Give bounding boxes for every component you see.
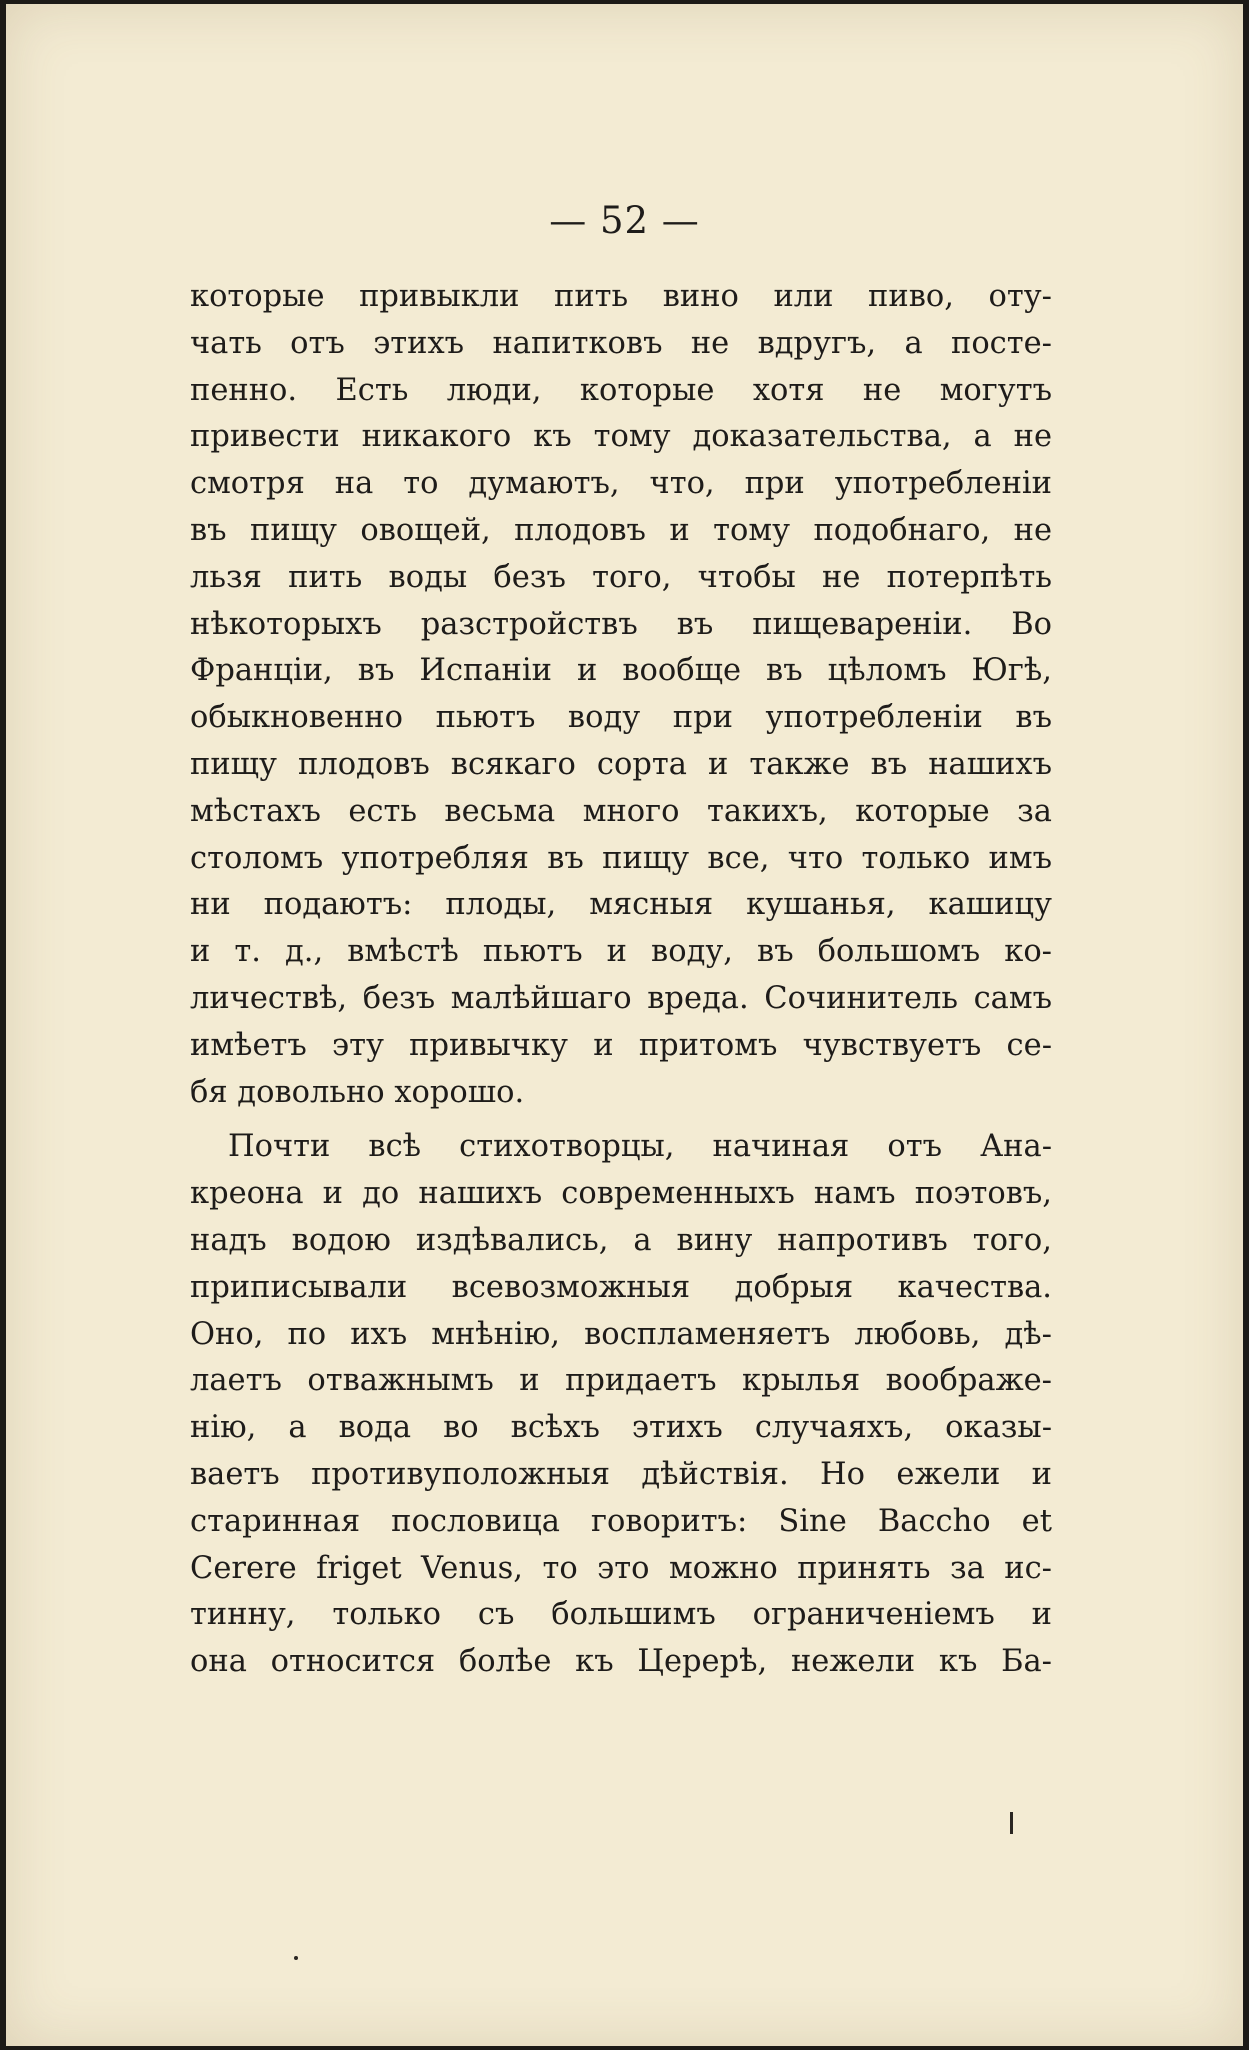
text-line: имѣетъ эту привычку и притомъ чувствуетъ се- [190, 1027, 1052, 1063]
text-line: мѣстахъ есть весьма много такихъ, которые за [190, 793, 1052, 829]
text-line: приписывали всевозможныя добрыя качества. [190, 1269, 1052, 1305]
text-line: бя довольно хорошо. [190, 1074, 525, 1110]
ink-speck [1010, 1812, 1013, 1834]
ink-speck [294, 1956, 298, 1960]
text-line: пенно. Есть люди, которые хотя не могутъ [190, 372, 1052, 408]
text-line: которые привыкли пить вино или пиво, оту- [190, 279, 1052, 314]
text-line: креона и до нашихъ современныхъ намъ поэтовъ, [190, 1176, 1052, 1212]
text-line: обыкновенно пьютъ воду при употребленiи въ [190, 700, 1052, 736]
text-line: Францiи, въ Испанiи и вообще въ цѣломъ Югѣ, [190, 653, 1052, 689]
text-line: столомъ употребляя въ пищу все, что только имъ [190, 840, 1052, 876]
paragraph-2 [190, 1124, 1052, 1686]
paragraph-gap [190, 1116, 1052, 1124]
text-line: надъ водою издѣвались, а вину напротивъ того, [190, 1222, 1052, 1258]
text-line: и т. д., вмѣстѣ пьютъ и воду, въ большомъ ко- [190, 934, 1052, 970]
text-line: Почти всѣ стихотворцы, начиная отъ Ана- [228, 1129, 1052, 1165]
text-line: Cerere friget Venus, то это можно принять за ис- [190, 1550, 1052, 1586]
paragraph-1 [190, 274, 1052, 1116]
book-page [6, 4, 1243, 2046]
text-line: старинная пословица говоритъ: Sine Baccho et [190, 1503, 1052, 1539]
text-line: въ пищу овощей, плодовъ и тому подобнаго, не [190, 512, 1052, 548]
text-line: личествѣ, безъ малѣйшаго вреда. Сочинитель самъ [190, 980, 1052, 1016]
text-line: пищу плодовъ всякаго сорта и также въ нашихъ [190, 746, 1052, 782]
text-line: она относится болѣе къ Церерѣ, нежели къ Ба- [190, 1644, 1052, 1680]
text-line: ваетъ противуположныя дѣйствiя. Но ежели и [190, 1456, 1052, 1492]
text-line: смотря на то думаютъ, что, при употребленiи [190, 466, 1052, 502]
text-line: привести никакого къ тому доказательства, а не [190, 419, 1052, 455]
text-line: лаетъ отважнымъ и придаетъ крылья воображе- [190, 1363, 1052, 1399]
text-line: нѣкоторыхъ разстройствъ въ пищеваренiи. Во [190, 606, 1052, 642]
text-line: чать отъ этихъ напитковъ не вдругъ, а посте- [190, 325, 1052, 361]
text-line: льзя пить воды безъ того, чтобы не потерпѣть [190, 559, 1052, 595]
text-line: ни подаютъ: плоды, мясныя кушанья, кашицу [190, 887, 1052, 923]
text-line: Оно, по ихъ мнѣнiю, воспламеняетъ любовь, дѣ- [190, 1316, 1052, 1352]
text-line: нiю, а вода во всѣхъ этихъ случаяхъ, оказы- [190, 1410, 1052, 1446]
body-text [190, 274, 1052, 1686]
text-line: тинну, только съ большимъ ограниченiемъ и [190, 1597, 1052, 1633]
page-number: — 52 — [549, 199, 700, 242]
